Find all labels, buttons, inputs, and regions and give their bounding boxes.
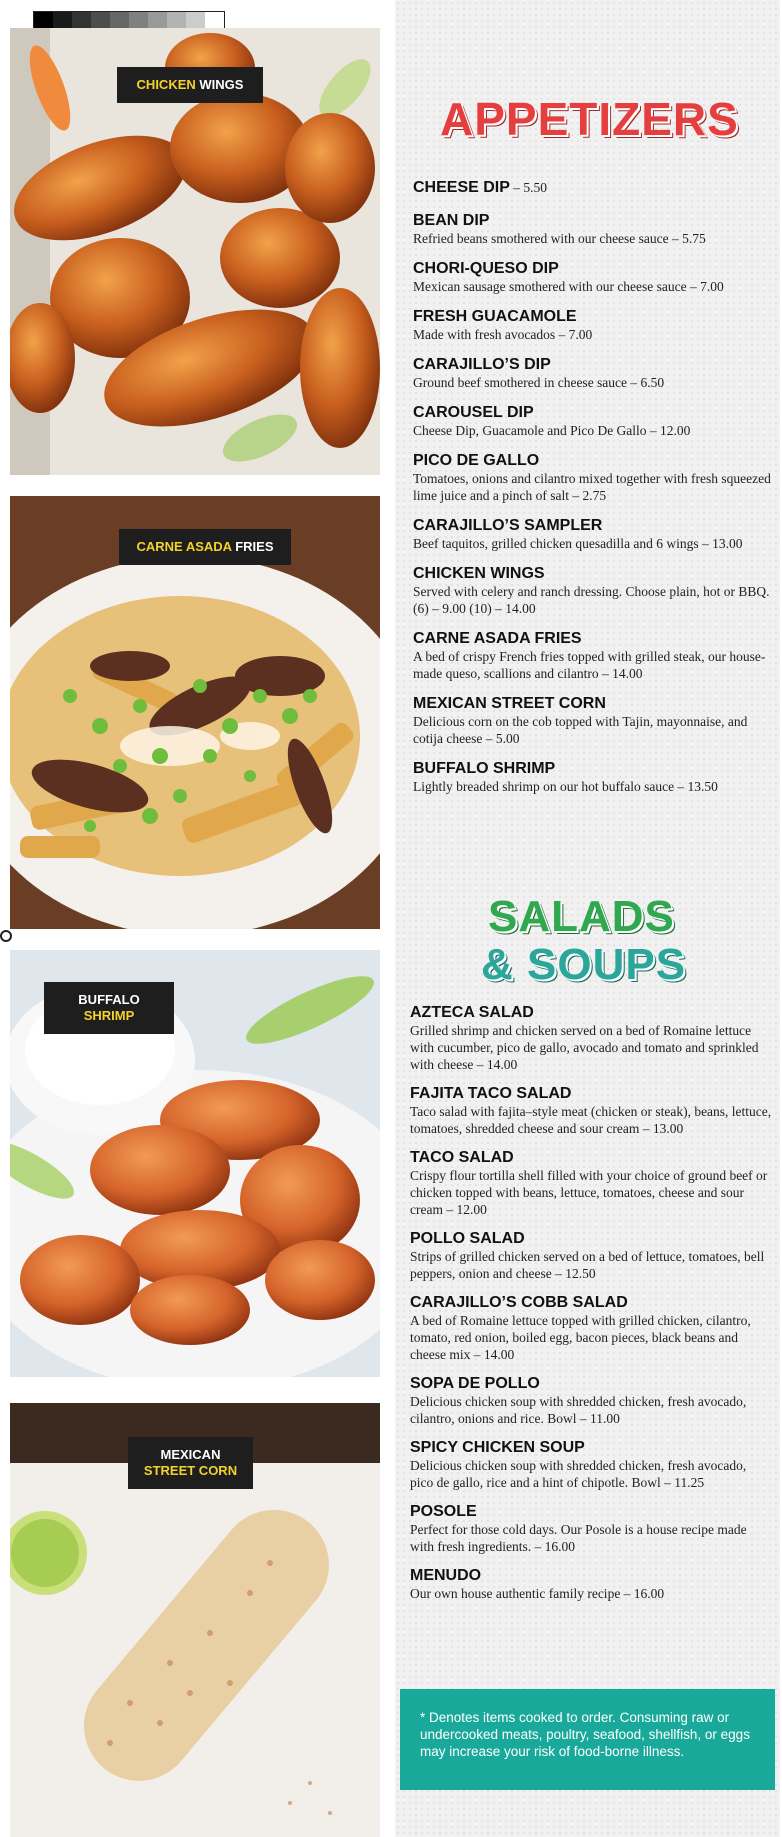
item-description: A bed of crispy French fries topped with grilled steak, our house-made queso, scallions and cilantro – 14.00	[413, 649, 766, 681]
item-name: CHICKEN WINGS	[413, 565, 545, 582]
label-text: BUFFALO	[78, 992, 140, 1007]
item-description: Delicious corn on the cob topped with Tajin, mayonnaise, and cotija cheese – 5.00	[413, 714, 748, 746]
menu-item	[413, 178, 773, 197]
menu-item	[413, 759, 773, 795]
menu-item	[410, 1003, 772, 1073]
label-text: MEXICAN	[160, 1447, 221, 1462]
item-name: CHEESE DIP	[413, 179, 510, 196]
label-highlight: CHICKEN	[136, 77, 196, 92]
item-description: Perfect for those cold days. Our Posole is a house recipe made with fresh ingredients. – 16.00	[410, 1522, 747, 1554]
menu-item	[413, 307, 773, 343]
food-safety-notice: * Denotes items cooked to order. Consuming raw or undercooked meats, poultry, seafood, shellfish, or eggs may increase your risk of food-borne illness.	[400, 1689, 775, 1790]
item-name: PICO DE GALLO	[413, 452, 540, 469]
item-name: CAROUSEL DIP	[413, 404, 534, 421]
item-name: CARAJILLO’S COBB SALAD	[410, 1294, 628, 1311]
item-name: BUFFALO SHRIMP	[413, 760, 556, 777]
item-description: Cheese Dip, Guacamole and Pico De Gallo – 12.00	[413, 423, 691, 438]
item-name: CHORI-QUESO DIP	[413, 260, 559, 277]
menu-item	[413, 403, 773, 439]
item-description: Mexican sausage smothered with our cheese sauce – 7.00	[413, 279, 724, 294]
chicken-wings-label	[117, 67, 263, 103]
item-description: Tomatoes, onions and cilantro mixed together with fresh squeezed lime juice and a pinch of salt – 2.75	[413, 471, 771, 503]
item-name: BEAN DIP	[413, 212, 490, 229]
buffalo-shrimp-label	[44, 982, 174, 1034]
item-name: FAJITA TACO SALAD	[410, 1085, 572, 1102]
chicken-wings-photo	[10, 28, 380, 475]
item-description: Delicious chicken soup with shredded chicken, fresh avocado, cilantro, onions and rice. Bowl – 11.00	[410, 1394, 747, 1426]
salads-list	[410, 1003, 772, 1602]
menu-item	[413, 259, 773, 295]
menu-item	[410, 1293, 772, 1363]
menu-item	[413, 211, 773, 247]
item-description: Taco salad with fajita–style meat (chicken or steak), beans, lettuce, tomatoes, shredded cheese and sour cream – 13.00	[410, 1104, 772, 1136]
item-price: – 5.50	[509, 180, 548, 195]
appetizers-heading: APPETIZERS	[440, 93, 739, 145]
mexican-street-corn-photo	[10, 1403, 380, 1837]
menu-item	[410, 1502, 772, 1555]
item-description: Lightly breaded shrimp on our hot buffalo sauce – 13.50	[413, 779, 718, 794]
menu-item	[410, 1229, 772, 1282]
menu-item	[413, 516, 773, 552]
item-name: MEXICAN STREET CORN	[413, 695, 606, 712]
item-name: MENUDO	[410, 1567, 482, 1584]
label-highlight: STREET CORN	[143, 1463, 238, 1478]
registration-mark	[0, 930, 12, 942]
item-description: Refried beans smothered with our cheese sauce – 5.75	[413, 231, 706, 246]
item-name: CARNE ASADA FRIES	[413, 630, 582, 647]
menu-item	[413, 629, 773, 682]
item-description: A bed of Romaine lettuce topped with grilled chicken, cilantro, tomato, red onion, boiled egg, bacon pieces, black beans and cheese mix – 14.00	[410, 1313, 751, 1362]
item-description: Made with fresh avocados – 7.00	[413, 327, 593, 342]
item-description: Strips of grilled chicken served on a bed of lettuce, tomatoes, bell peppers, onion and cheese – 12.50	[410, 1249, 765, 1281]
menu-item	[410, 1148, 772, 1218]
mexican-street-corn-label	[128, 1437, 253, 1489]
item-name: FRESH GUACAMOLE	[413, 308, 577, 325]
item-description: Delicious chicken soup with shredded chicken, fresh avocado, pico de gallo, rice and a hint of chipotle. Bowl – 11.25	[410, 1458, 747, 1490]
item-description: Served with celery and ranch dressing. Choose plain, hot or BBQ. (6) – 9.00 (10) – 14.00	[413, 584, 770, 616]
menu-item	[410, 1566, 772, 1602]
label-text: WINGS	[195, 77, 244, 92]
item-description: Crispy flour tortilla shell filled with your choice of ground beef or chicken topped with beans, lettuce, tomatoes, cheese and sour cream – 12.00	[410, 1168, 768, 1217]
item-description: Our own house authentic family recipe – 16.00	[410, 1586, 665, 1601]
item-description: Beef taquitos, grilled chicken quesadilla and 6 wings – 13.00	[413, 536, 743, 551]
menu-item	[410, 1438, 772, 1491]
item-name: CARAJILLO’S DIP	[413, 356, 551, 373]
item-name: AZTECA SALAD	[410, 1004, 534, 1021]
buffalo-shrimp-photo	[10, 950, 380, 1377]
appetizers-list	[413, 178, 773, 795]
item-name: CARAJILLO’S SAMPLER	[413, 517, 603, 534]
item-name: POLLO SALAD	[410, 1230, 525, 1247]
menu-item	[413, 451, 773, 504]
menu-item	[410, 1374, 772, 1427]
salads-heading-line2: & SOUPS	[481, 940, 687, 989]
carne-asada-fries-photo	[10, 496, 380, 929]
label-highlight: CARNE ASADA	[136, 539, 232, 554]
salads-heading-line1: SALADS	[488, 892, 675, 941]
menu-item	[413, 564, 773, 617]
menu-item	[413, 694, 773, 747]
item-name: SOPA DE POLLO	[410, 1375, 540, 1392]
label-text: FRIES	[231, 539, 274, 554]
item-description: Grilled shrimp and chicken served on a bed of Romaine lettuce with cucumber, pico de gallo, avocado and tomato and sprinkled with cheese – 14.00	[410, 1023, 759, 1072]
menu-item	[410, 1084, 772, 1137]
label-highlight: SHRIMP	[83, 1008, 135, 1023]
item-name: SPICY CHICKEN SOUP	[410, 1439, 585, 1456]
item-name: TACO SALAD	[410, 1149, 514, 1166]
item-name: POSOLE	[410, 1503, 477, 1520]
item-description: Ground beef smothered in cheese sauce – 6.50	[413, 375, 665, 390]
menu-item	[413, 355, 773, 391]
carne-asada-fries-label	[119, 529, 291, 565]
